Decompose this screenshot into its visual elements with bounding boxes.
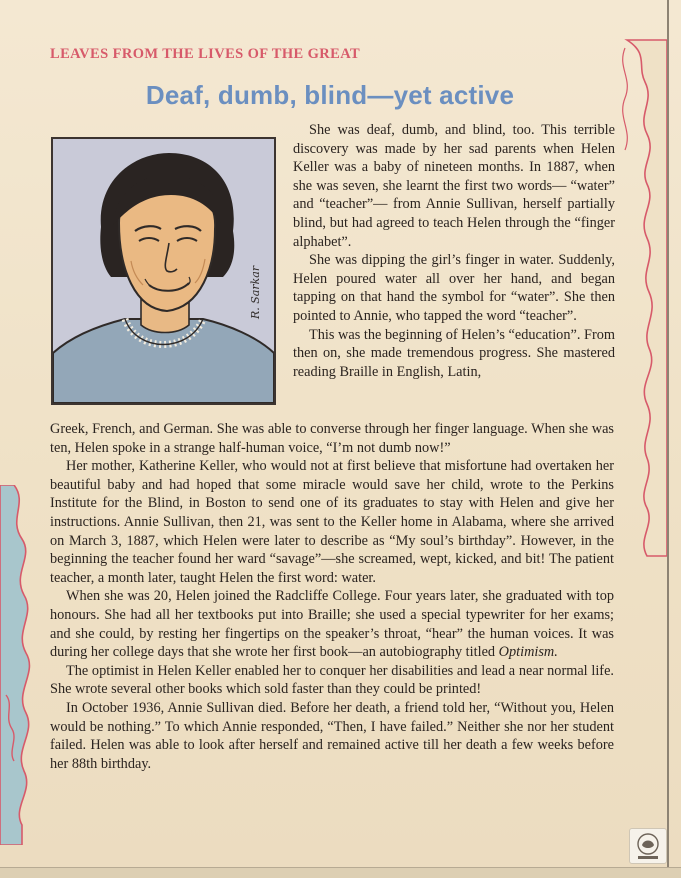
paragraph-3-end: Greek, French, and German. She was able to converse through her finger language. When she was ten, Helen spoke in a strange half-human voice, “I’m not dumb now!” [50,421,614,456]
portrait-illustration [51,137,276,405]
paragraph-4: Her mother, Katherine Keller, who would not at first believe that misfortune had overtaken her beautiful baby and had hoped that some miracle would save her child, wrote to the Perkins Institute for the Blind, in Boston to send one of its graduates to stay with Helen and give her instructions. Annie Sullivan, then 21, was sent to the Keller home in Alabama, where she arrived on March 3, 1887, which Helen were later to describe as “My soul’s birthday”. However, in the beginning the teacher found her ward “savage”—she screamed, wept, kicked, and bit! The patient teacher, a month later, taught Helen the first word: water. [50,458,614,586]
helen-keller-portrait [53,139,274,403]
article-column-right [293,121,615,381]
decorative-border-right [607,38,671,558]
publisher-logo-stamp [629,828,667,864]
paragraph-2: She was dipping the girl’s finger in water. Suddenly, Helen poured water all over her hand, and began tapping on that hand the symbol for “water”. She then pointed to Annie, who tapped the word “teacher”. [293,252,615,324]
book-title: Optimism. [498,644,558,661]
paragraph-7: In October 1936, Annie Sullivan died. Before her death, a friend told her, “Without you, Helen would be nothing.” To which Annie responded, “Then, I have failed.” Neither she nor her student failed. Helen was able to look after herself and remained active till her death a few weeks before her 88th birthday. [50,699,614,772]
artist-signature: R. Sarkar [249,265,262,319]
page-bottom-strip [0,867,681,878]
decorative-border-left [0,485,40,845]
paragraph-6: The optimist in Helen Keller enabled her to conquer her disabilities and lead a near normal life. She wrote several other books which sold faster than they could be printed! [50,662,614,698]
stamp-icon [630,829,666,863]
article-headline: Deaf, dumb, blind—yet active [145,80,515,110]
page-edge-rule [667,0,669,878]
article-column-full [50,420,614,773]
paragraph-1: She was deaf, dumb, and blind, too. This terrible discovery was made by her sad parents when Helen Keller was a baby of nineteen months. In 1887, when she was seven, she learnt the first two words— “water” and “teacher”— from Annie Sullivan, herself partially blind, but had agreed to teach Helen through the “finger alphabet”. [293,122,615,250]
paragraph-5 [50,587,614,661]
paragraph-3-start: This was the beginning of Helen’s “education”. From then on, she made tremendous progress. She mastered reading Braille in English, Latin, [293,326,615,380]
paragraph-5-text: When she was 20, Helen joined the Radcliffe College. Four years later, she graduated with top honours. She had all her textbooks put into Braille; she used a special typewriter for her exams; and she could, by resting her fingertips on the speaker’s throat, “hear” the human voices. It was during her college days that she wrote her first book—an autobiography titled [50,588,614,661]
series-label: LEAVES FROM THE LIVES OF THE GREAT [50,46,361,62]
